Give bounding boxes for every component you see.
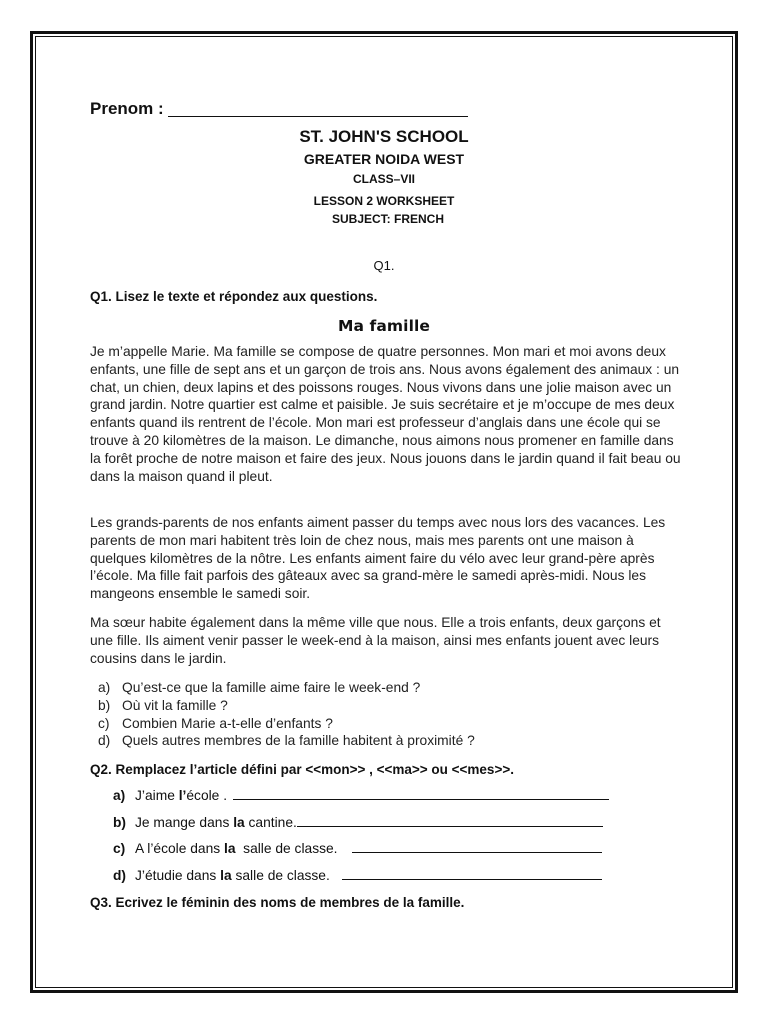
answer-blank-line [342, 878, 602, 880]
prenom-label: Prenom : [90, 99, 164, 118]
answer-blank-line [297, 825, 603, 827]
text-title: Ma famille [337, 317, 431, 335]
list-marker: c) [98, 715, 110, 731]
list-marker: d) [113, 868, 127, 883]
paragraph-1: Je m’appelle Marie. Ma famille se compose de quatre personnes. Mon mari et moi avons deux enfants, une fille de sept ans et un garçon de trois ans. Nous avons également des animaux : un chat, un chien, deux lapins et des poissons rouges. Nous vivons dans une jolie maison avec un grand jardin. Notre quartier est calme et paisible. Je suis secrétaire et je m’occupe de mes deux enfants quand ils rentrent de l’école. Mon mari est professeur d’anglais dans une école qui se trouve à 20 kilomètres de la maison. Le dimanche, nous aimons nous promener en famille dans la forêt proche de notre maison et faire des jeux. Nous jouons dans le jardin quand il fait beau ou dans la maison quand il pleut. [90, 344, 681, 484]
definite-article: l’ [178, 788, 187, 803]
definite-article: la [220, 868, 232, 883]
definite-article: la [223, 841, 236, 856]
school-name: ST. JOHN'S SCHOOL [299, 127, 469, 146]
definite-article: la [233, 815, 245, 830]
answer-blank-line [233, 798, 609, 800]
question-text: Qu’est-ce que la famille aime faire le week-end ? [122, 680, 421, 695]
list-item [98, 679, 475, 697]
fill-sentence: J’aime l’école . [135, 788, 228, 803]
paragraph-3: Ma sœur habite également dans la même ville que nous. Elle a trois enfants, deux garçons et une fille. Ils aiment venir passer le week-end à la maison, ainsi mes enfants jouent avec leurs cousins dans le jardin. [90, 615, 661, 666]
list-marker: b) [113, 815, 127, 830]
list-marker: b) [98, 697, 111, 713]
prenom-blank-line [168, 116, 468, 117]
class-label: CLASS–VII [352, 172, 415, 186]
answer-blank-line [352, 851, 602, 853]
question-text: Quels autres membres de la famille habitent à proximité ? [122, 733, 475, 749]
list-marker: c) [113, 841, 126, 856]
fill-sentence: J’étudie dans la salle de classe. [135, 868, 330, 883]
list-item [98, 732, 475, 750]
school-location: GREATER NOIDA WEST [303, 151, 465, 167]
q2-item-c [113, 841, 602, 856]
question-text: Où vit la famille ? [122, 697, 228, 713]
q2-item-d [113, 868, 602, 883]
lesson-label: LESSON 2 WORKSHEET [313, 194, 455, 208]
list-item [98, 697, 475, 715]
q3-heading: Q3. Ecrivez le féminin des noms de membres de la famille. [90, 895, 465, 910]
fill-sentence: Je mange dans la cantine. [135, 815, 297, 830]
list-marker: a) [98, 680, 111, 695]
q1-centered-label: Q1. [373, 258, 395, 273]
list-marker: a) [113, 788, 126, 803]
list-item [98, 715, 475, 733]
q2-item-b [113, 815, 603, 830]
subject-label: SUBJECT: FRENCH [331, 212, 444, 226]
list-marker: d) [98, 733, 111, 749]
fill-sentence: A l’école dans la salle de classe. [135, 841, 338, 856]
q1-heading: Q1. Lisez le texte et répondez aux questions. [90, 289, 378, 304]
q1-question-list [98, 679, 475, 750]
paragraph-2: Les grands-parents de nos enfants aiment passer du temps avec nous lors des vacances. Les parents de mon mari habitent très loin de chez nous, mais mes parents ont une maison à quelques kilomètres de la nôtre. Les enfants aiment faire du vélo avec leur grand-père après l’école. Ma fille fait parfois des gâteaux avec sa grand-mère le samedi après-midi. Nous les mangeons ensemble le samedi soir. [90, 515, 666, 602]
question-text: Combien Marie a-t-elle d’enfants ? [122, 715, 333, 731]
q2-item-a [113, 788, 609, 803]
q2-heading: Q2. Remplacez l’article défini par <<mon>> , <<ma>> ou <<mes>>. [90, 762, 514, 777]
